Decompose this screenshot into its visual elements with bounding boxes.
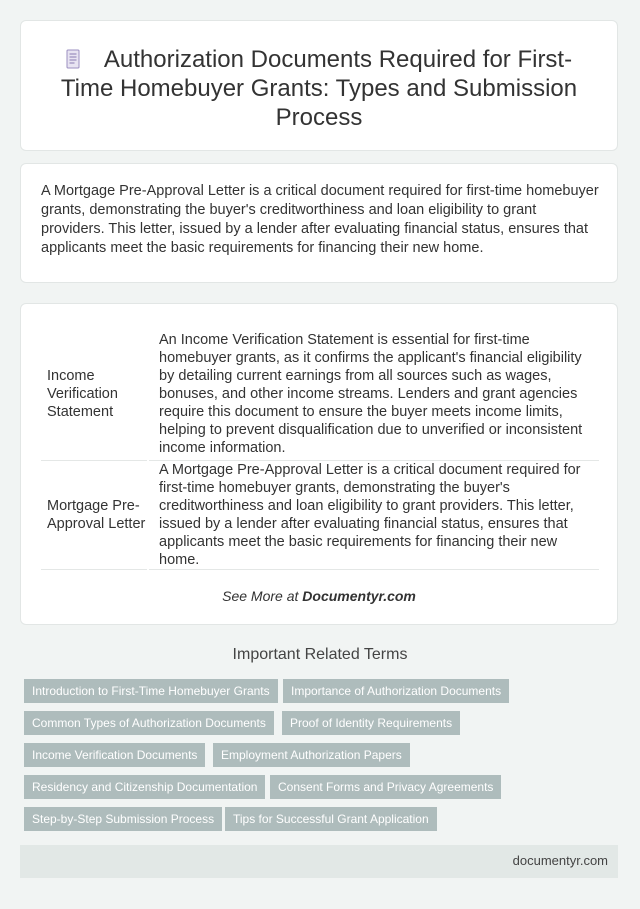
related-term-chip[interactable]: Tips for Successful Grant Application <box>225 807 437 831</box>
related-terms-heading: Important Related Terms <box>232 646 408 663</box>
document-icon <box>66 47 80 67</box>
see-more-link[interactable] <box>21 588 617 604</box>
page-title-text: Authorization Documents Required for First-Time Homebuyer Grants: Types and Submission Process <box>60 46 578 131</box>
table-row <box>41 461 599 570</box>
related-term-chip[interactable]: Consent Forms and Privacy Agreements <box>270 775 501 799</box>
see-more-site[interactable]: Documentyr.com <box>302 588 416 604</box>
footer-site[interactable]: documentyr.com <box>512 853 608 868</box>
related-term-chip[interactable]: Importance of Authorization Documents <box>283 679 509 703</box>
title-card <box>20 20 618 151</box>
related-term-chip[interactable]: Common Types of Authorization Documents <box>24 711 274 735</box>
see-more-prefix: See More at <box>222 588 303 604</box>
details-table <box>41 328 599 570</box>
table-row <box>41 328 599 461</box>
description-cell: An Income Verification Statement is essential for first-time homebuyer grants, as it confirms the applicant's financial eligibility by detailing current earnings from all sources such as wages, bonuses, and other income streams. Lenders and grant agencies require this document to ensure the buyer meets income limits, helping to prevent disqualification due to unverified or inconsistent income information. <box>148 328 599 461</box>
footer <box>20 845 618 878</box>
related-term-chip[interactable]: Introduction to First-Time Homebuyer Grants <box>24 679 278 703</box>
term-cell: Income Verification Statement <box>41 328 148 461</box>
summary-card <box>20 163 618 283</box>
term-cell: Mortgage Pre-Approval Letter <box>41 461 148 570</box>
description-cell: A Mortgage Pre-Approval Letter is a critical document required for first-time homebuyer grants, demonstrating the buyer's creditworthiness and loan eligibility to grant providers. This letter, issued by a lender after evaluating financial status, ensures that applicants meet the basic requirements for financing their new home. <box>148 461 599 570</box>
related-term-chip[interactable]: Step-by-Step Submission Process <box>24 807 222 831</box>
page-title <box>51 45 587 132</box>
related-term-chip[interactable]: Income Verification Documents <box>24 743 205 767</box>
related-term-chip[interactable]: Proof of Identity Requirements <box>282 711 460 735</box>
related-term-chip[interactable]: Employment Authorization Papers <box>213 743 410 767</box>
details-card <box>20 303 618 625</box>
related-term-chip[interactable]: Residency and Citizenship Documentation <box>24 775 265 799</box>
summary-text: A Mortgage Pre-Approval Letter is a critical document required for first-time homebuyer grants, demonstrating the buyer's creditworthiness and loan eligibility to grant providers. This letter, issued by a lender after evaluating financial status, ensures that applicants meet the basic requirements for financing their new home. <box>41 183 599 256</box>
